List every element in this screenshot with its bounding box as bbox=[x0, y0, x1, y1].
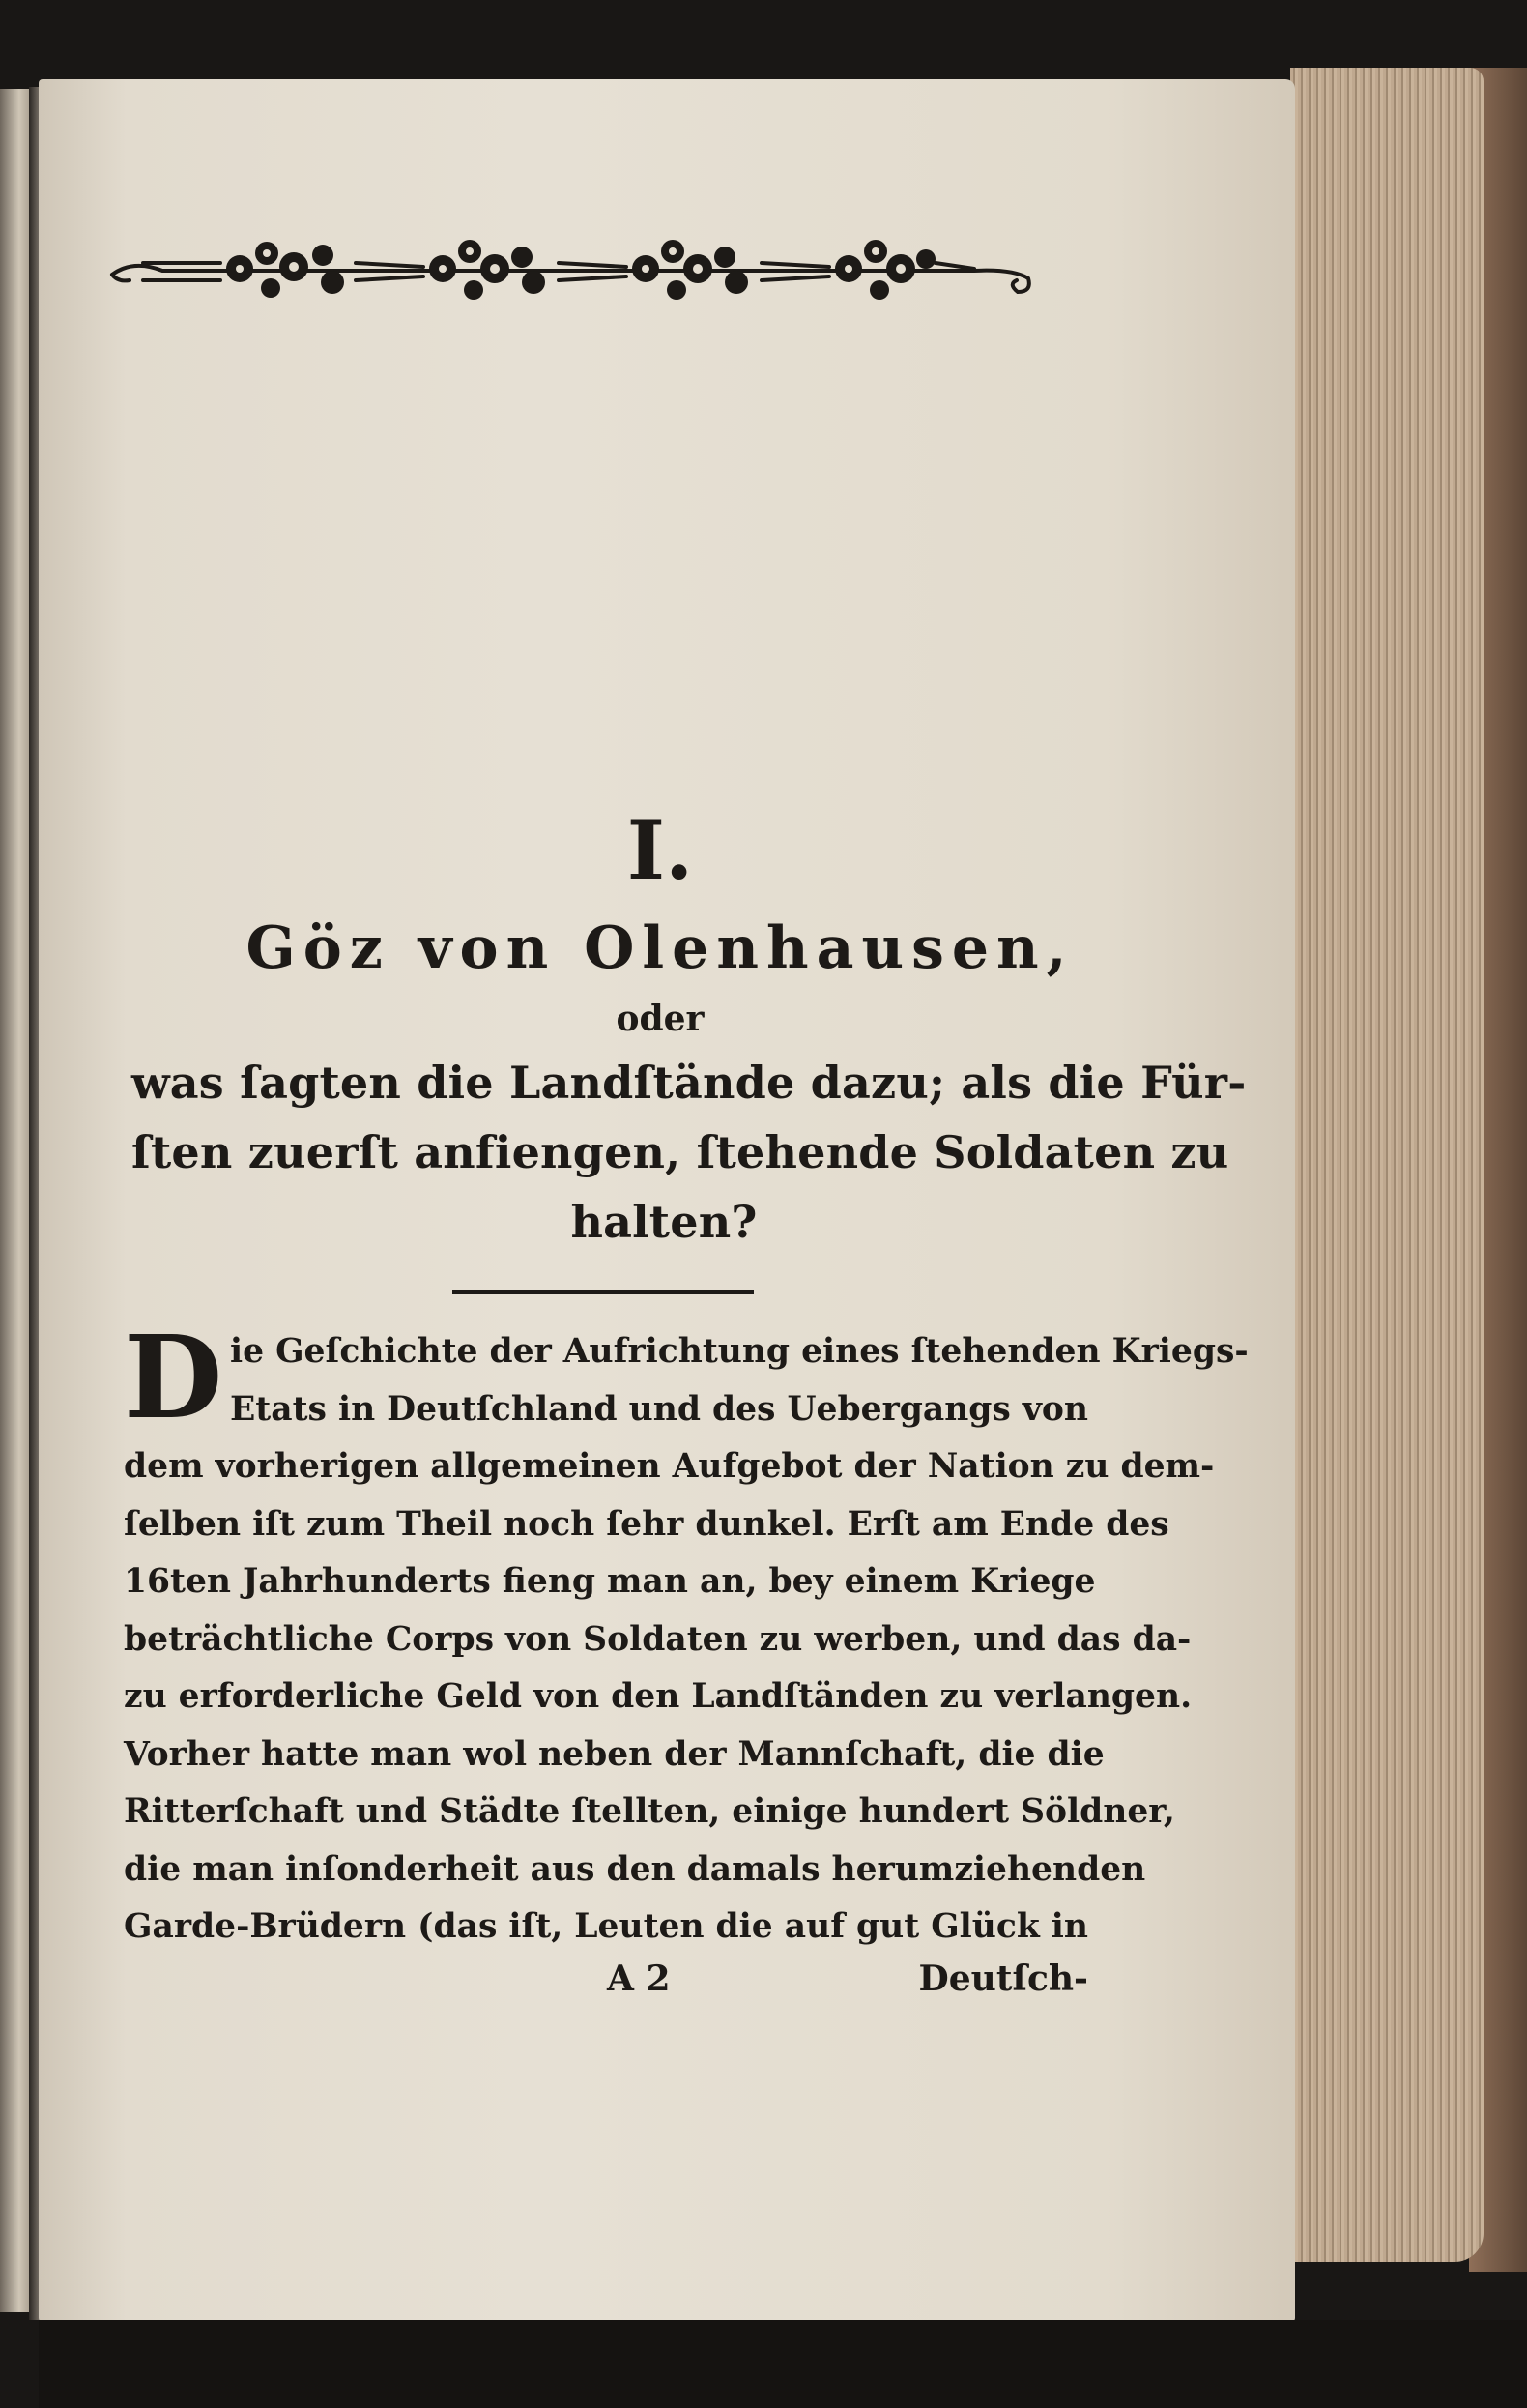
text-line: Ritterſchaft und Städte ſtellten, einige hundert Söldner, bbox=[124, 1792, 1175, 1831]
text-line: 16ten Jahrhunderts fieng man an, bey einem Kriege bbox=[124, 1562, 1096, 1601]
background-shadow bbox=[39, 2320, 1527, 2408]
subtitle-line: ſten zuerſt anfiengen, ſtehende Soldaten zu bbox=[131, 1126, 1229, 1178]
text-line: zu erforderliche Geld von den Landſtänden zu verlangen. bbox=[124, 1677, 1193, 1716]
body-paragraph bbox=[124, 1310, 1249, 1957]
drop-cap: D bbox=[124, 1310, 223, 1444]
page-footer bbox=[124, 1958, 1088, 2016]
text-line: Etats in Deutſchland und des Uebergangs von bbox=[230, 1389, 1089, 1429]
chapter-content bbox=[124, 802, 1249, 2016]
text-line: beträchtliche Corps von Soldaten zu werben, und das da- bbox=[124, 1619, 1192, 1659]
page-block-edges bbox=[1290, 68, 1484, 2262]
text-line: Garde-Brüdern (das iſt, Leuten die auf gut Glück in bbox=[124, 1907, 1088, 1946]
text-line: ſelben iſt zum Theil noch ſehr dunkel. Erſt am Ende des bbox=[124, 1504, 1169, 1544]
title-divider bbox=[452, 1290, 754, 1294]
subtitle-line: was ſagten die Landſtände dazu; als die Für- bbox=[131, 1057, 1247, 1109]
text-line: die man inſonderheit aus den damals herumziehenden bbox=[124, 1849, 1146, 1889]
chapter-title: Göz von Olenhausen, bbox=[245, 914, 1075, 982]
chapter-subtitle bbox=[124, 1048, 1247, 1257]
floral-ornament-headpiece bbox=[104, 224, 1040, 311]
subtitle-line: halten? bbox=[570, 1196, 758, 1248]
text-line: ie Geſchichte der Aufrichtung eines ſtehenden Kriegs- bbox=[230, 1332, 1249, 1371]
signature-mark: A 2 bbox=[607, 1958, 671, 1999]
catchword: Deutſch- bbox=[918, 1958, 1088, 1999]
chapter-number: I. bbox=[626, 802, 694, 898]
text-line: dem vorherigen allgemeinen Aufgebot der Nation zu dem- bbox=[124, 1447, 1215, 1486]
title-connector: oder bbox=[616, 999, 705, 1039]
text-line: Vorher hatte man wol neben der Mannſchaft, die die bbox=[124, 1734, 1105, 1774]
